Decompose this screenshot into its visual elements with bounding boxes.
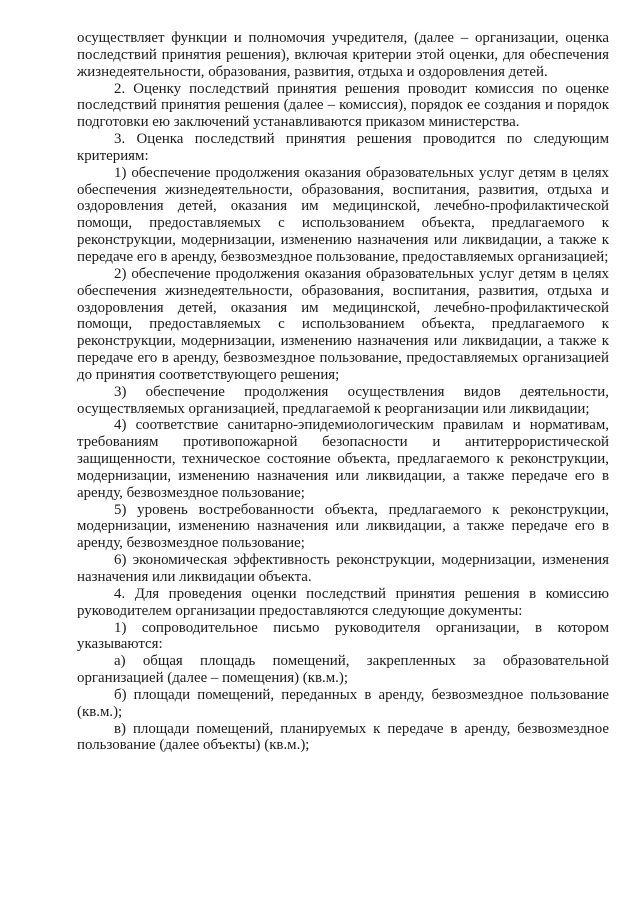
subitem-b: б) площади помещений, переданных в аренду, безвозмездное пользование (кв.м.);	[77, 686, 609, 720]
criterion-2: 2) обеспечение продолжения оказания образовательных услуг детям в целях обеспечения жизнедеятельности, образования, воспитания, развития, отдыха и оздоровления детей, оказания им медицинской, лечебно-профилактической помощи, предоставляемых с использованием объекта, предлагаемого к реконструкции, модернизации, изменению назначения или ликвидации, а также к передаче его в аренду, безвозмездное пользование, предоставляемых организацией до принятия соответствующего решения;	[77, 265, 609, 383]
paragraph-intro: осуществляет функции и полномочия учредителя, (далее – организации, оценка последствий принятия решения), включая критерии этой оценки, для обеспечения жизнедеятельности, образования, развития, отдыха и оздоровления детей.	[77, 30, 609, 80]
criterion-5: 5) уровень востребованности объекта, предлагаемого к реконструкции, модернизации, изменению назначения или ликвидации, а также передаче его в аренду, безвозмездное пользование;	[77, 501, 609, 552]
subitem-a: а) общая площадь помещений, закрепленных за образовательной организацией (далее – помещения) (кв.м.);	[77, 653, 609, 687]
criterion-6: 6) экономическая эффективность реконструкции, модернизации, изменения назначения или ликвидации объекта.	[77, 552, 609, 585]
criterion-1: 1) обеспечение продолжения оказания образовательных услуг детям в целях обеспечения жизнедеятельности, образования, воспитания, развития, отдыха и оздоровления детей, оказания им медицинской, лечебно-профилактической помощи, предоставляемых с использованием объекта, предлагаемого к реконструкции, модернизации, изменению назначения или ликвидации, а также к передаче его в аренду, безвозмездное пользование, предоставляемых организацией;	[77, 164, 609, 265]
paragraph-item-3: 3. Оценка последствий принятия решения проводится по следующим критериям:	[77, 131, 609, 164]
subitem-v: в) площади помещений, планируемых к передаче в аренду, безвозмездное пользование (далее объекты) (кв.м.);	[77, 720, 609, 754]
paragraph-item-2: 2. Оценку последствий принятия решения проводит комиссия по оценке последствий принятия решения (далее – комиссия), порядок ее создания и порядок подготовки ею заключений устанавливаются приказом министерства.	[77, 80, 609, 131]
document-1: 1) сопроводительное письмо руководителя организации, в котором указываются:	[77, 619, 609, 653]
criterion-4: 4) соответствие санитарно-эпидемиологическим правилам и нормативам, требованиям противопожарной безопасности и антитеррористической защищенности, техническое состояние объекта, предлагаемого к реконструкции, модернизации, изменению назначения или ликвидации, а также передаче его в аренду, безвозмездное пользование;	[77, 417, 609, 501]
criterion-3: 3) обеспечение продолжения осуществления видов деятельности, осуществляемых организацией, предлагаемой к реорганизации или ликвидации;	[77, 383, 609, 417]
paragraph-item-4: 4. Для проведения оценки последствий принятия решения в комиссию руководителем организации предоставляются следующие документы:	[77, 585, 609, 619]
